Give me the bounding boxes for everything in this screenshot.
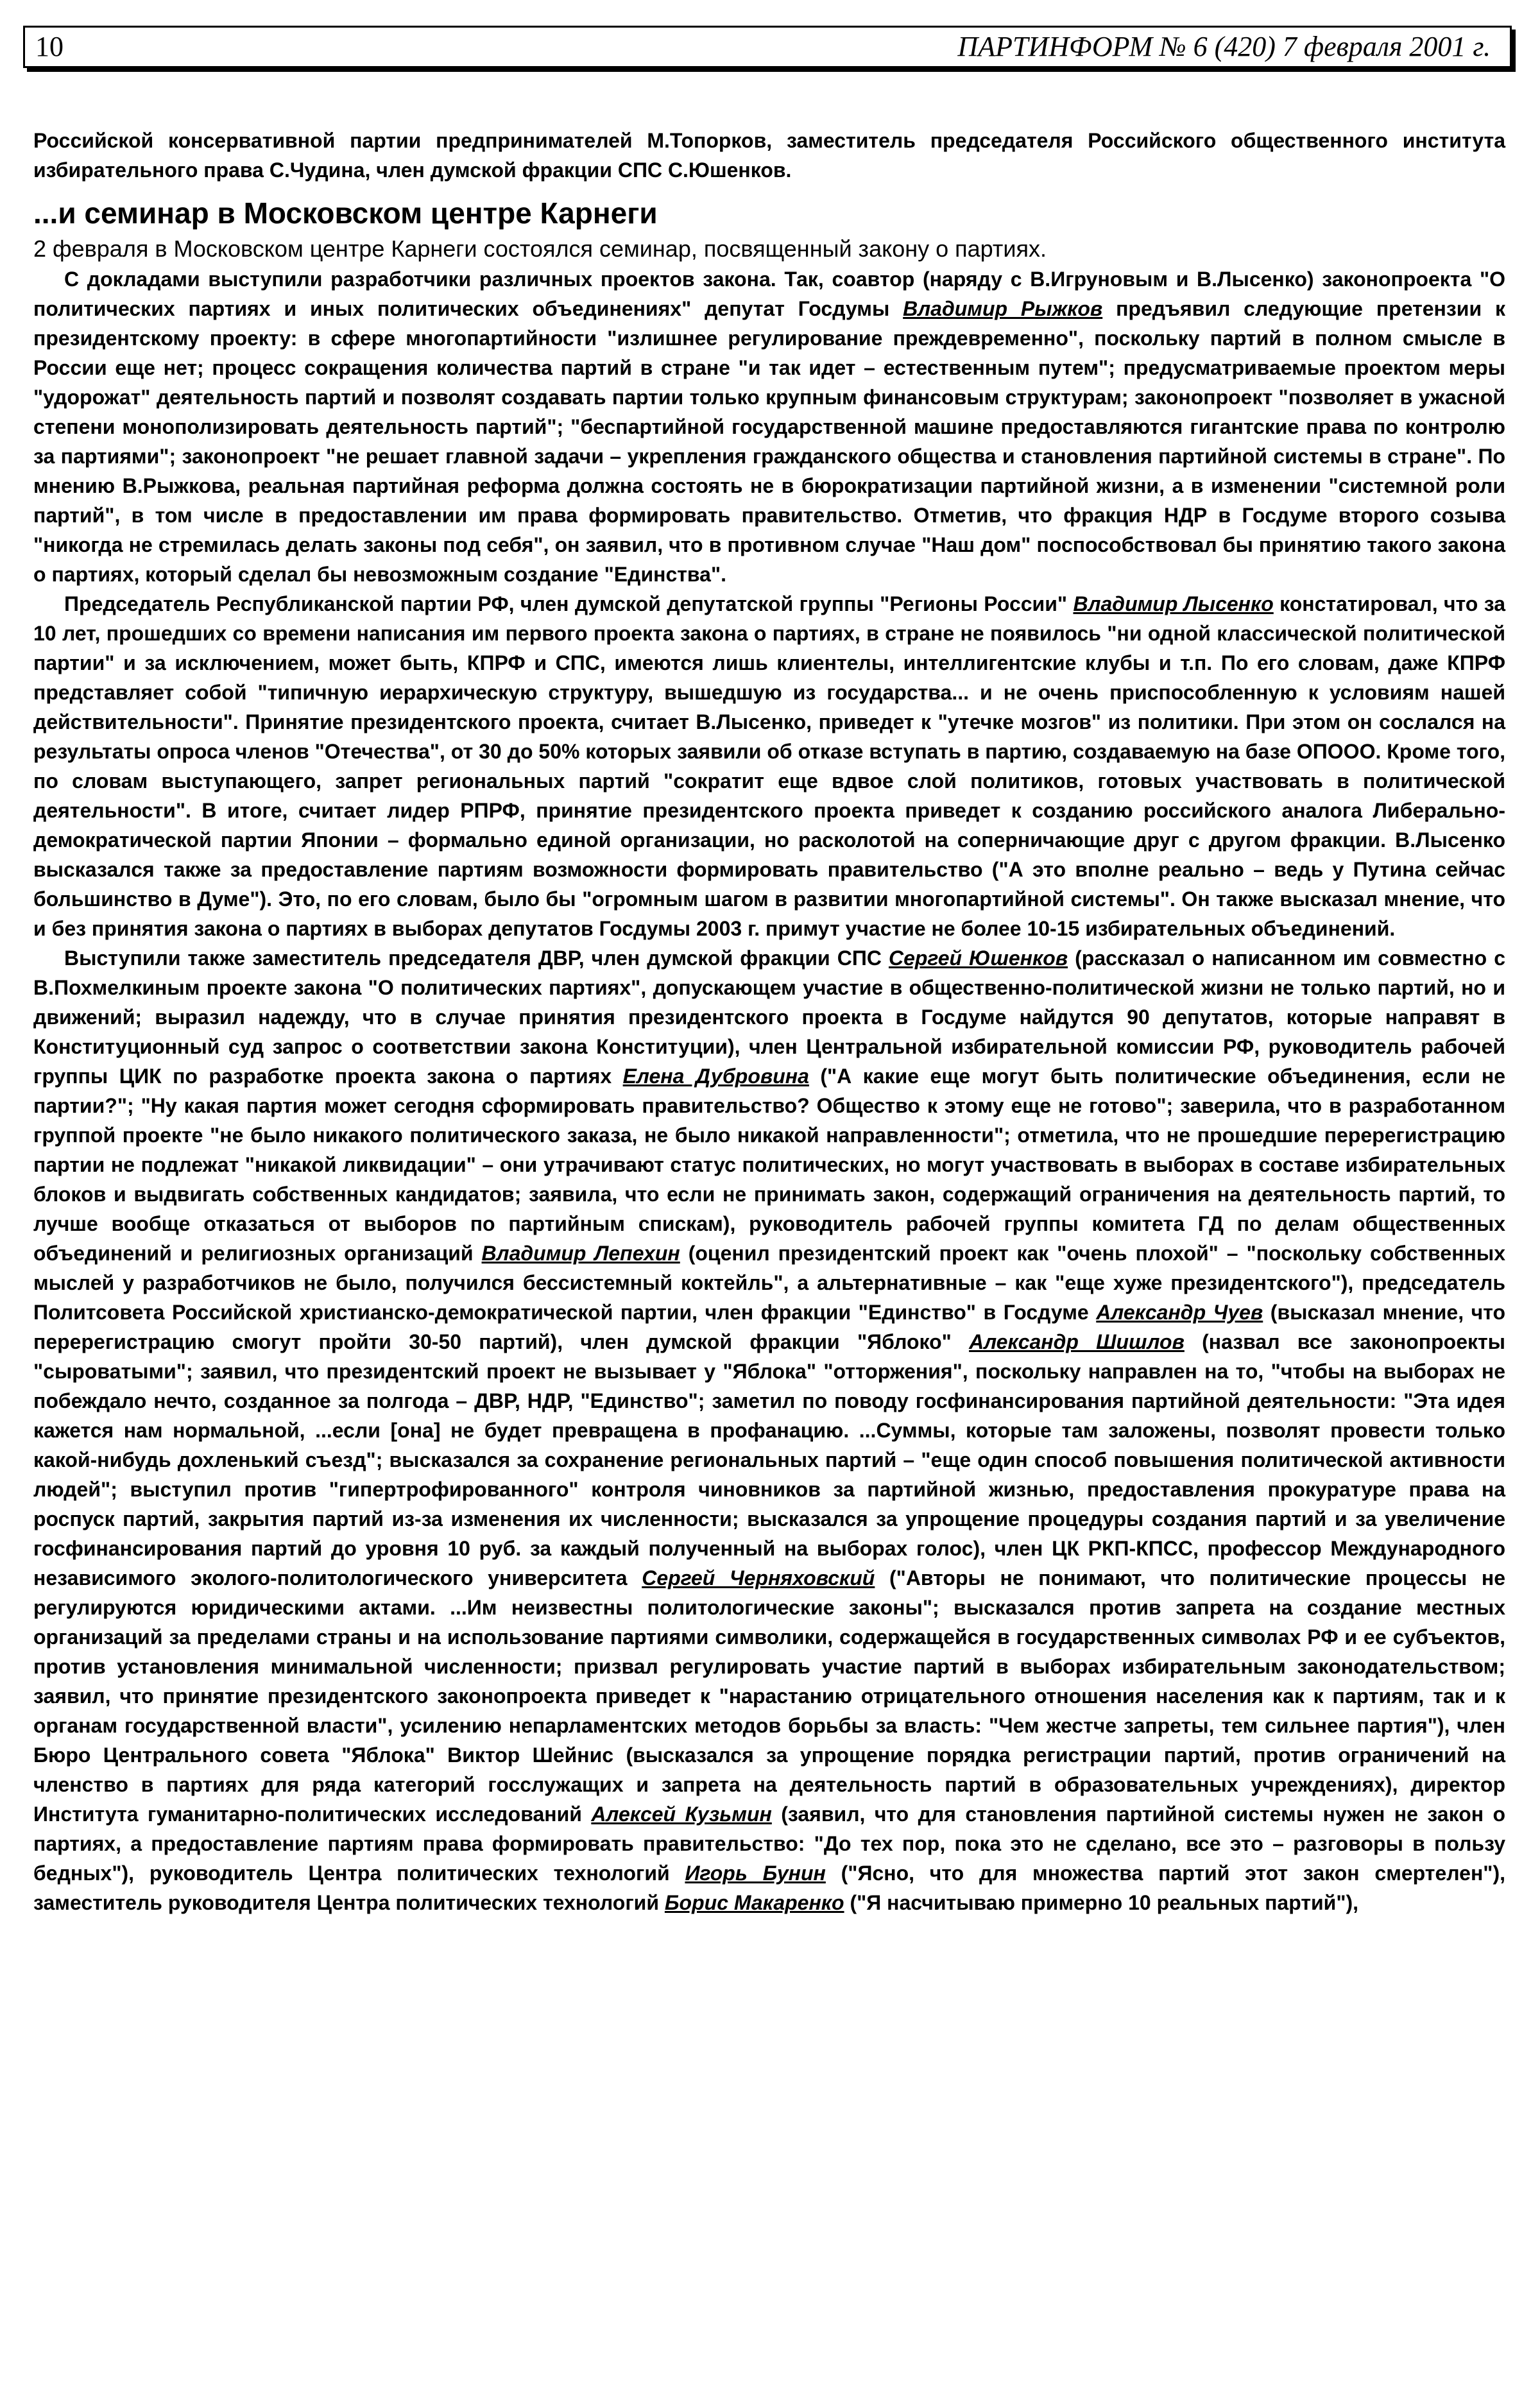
section-lead: 2 февраля в Московском центре Карнеги состоялся семинар, посвященный закону о партиях. <box>33 236 1047 262</box>
text-segment: Председатель Республиканской партии РФ, член думской депутатской группы "Регионы России" <box>64 592 1074 615</box>
text-segment: констатировал, что за 10 лет, прошедших со времени написания им первого проекта закона о партиях, в стране не появилось "ни одной классической политической партии" и за исключением, может быть, КПРФ и СПС, имеются лишь клиентелы, интеллигентские клубы и т.п. По его словам, даже КПРФ представляет собой "типичную иерархическую структуру, вышедшую из государства... и не очень приспособленную к условиям нашей действительности". Принятие президентского проекта, считает В.Лысенко, приведет к "утечке мозгов" из политики. При этом он сослался на результаты опроса членов "Отечества", от 30 до 50% которых заявили об отказе вступать в партию, создаваемую на базе ОПООО. Кроме того, по словам выступающего, запрет региональных партий "сократит еще вдвое слой политиков, готовых участвовать в политической деятельности". В итоге, считает лидер РПРФ, принятие президентского проекта приведет к созданию российского аналога Либерально-демократической партии Японии – формально единой организации, но расколотой на соперничающие друг с другом фракции. В.Лысенко высказался также за предоставление партиям возможности формировать правительство ("А это вполне реально – ведь у Путина сейчас большинство в Думе"). Это, по его словам, было бы "огромным шагом в развитии многопартийной системы". Он также высказал мнение, что и без принятия закона о партиях в выборах депутатов Госдумы 2003 г. примут участие не более 10-15 избирательных объединений. <box>33 592 1506 940</box>
person-name: Владимир Лысенко <box>1073 592 1274 615</box>
person-name: Владимир Рыжков <box>903 297 1103 320</box>
person-name: Игорь Бунин <box>685 1862 826 1885</box>
person-name: Алексей Кузьмин <box>591 1803 772 1826</box>
text-segment: (оценил президентский проект как "очень плохой" – "поскольку собственных мыслей у разработчиков не было, получился бессистемный коктейль", а альтернативные – как "еще хуже президентского"), председатель Политсовета Российской христианско-демократической партии, член фракции "Единство" в Госдуме <box>33 1242 1506 1324</box>
text-segment: (высказал мнение, что перерегистрацию смогут пройти 30-50 партий), член думской фракции "Яблоко" <box>33 1301 1506 1353</box>
text-segment: С докладами выступили разработчики различных проектов закона. Так, соавтор (наряду с В.Игруновым и В.Лысенко) законопроекта "О политических партиях и иных политических объединениях" депутат Госдумы <box>33 268 1505 320</box>
text-segment: предъявил следующие претензии к президентскому проекту: в сфере многопартийности "излишнее регулирование преждевременно", поскольку партий в полном смысле в России еще нет; процесс сокращения количества партий в стране "и так идет – естественным путем"; предусматриваемые проектом меры "удорожат" деятельность партий и позволят создавать партии только крупным финансовым структурам; законопроект "позволяет в ужасной степени монополизировать деятельность партий"; "беспартийной государственной машине предоставляются гигантские права по контролю за партиями"; законопроект "не решает главной задачи – укрепления гражданского общества и становления партийной системы в стране". По мнению В.Рыжкова, реальная партийная реформа должна состоять не в бюрократизации партийной жизни, а в изменении "системной роли партий", в том числе в предоставлении им права формировать правительство. Отметив, что фракция НДР в Госдуме второго созыва "никогда не стремилась делать законы под себя", он заявил, что в противном случае "Наш дом" поспособствовал бы принятию такого закона о партиях, который сделал бы невозможным создание "Единства". <box>33 297 1505 586</box>
text-segment: ("Ясно, что для множества партий этот закон смертелен"), заместитель руководителя Центра политических технологий <box>33 1862 1506 1914</box>
paragraph-ryzhkov <box>33 264 1505 589</box>
paragraph-speakers <box>33 943 1505 1917</box>
text-segment: ("А какие еще могут быть политические объединения, если не партии?"; "Ну какая партия может сегодня сформировать правительство? Общество к этому еще не готово"; заверила, что в разработанном группой проекте "не было никакого политического заказа, не было никакой направленности"; отметила, что не прошедшие перерегистрацию партии не подлежат "никакой ликвидации" – они утрачивают статус политических, но могут участвовать в выборах в составе избирательных блоков и выдвигать собственных кандидатов; заявила, что если не принимать закон, содержащий ограничения на деятельность партий, то лучше вообще отказаться от выборов по партийным спискам), руководитель рабочей группы комитета ГД по делам общественных объединений и религиозных организаций <box>33 1065 1506 1265</box>
article-body <box>33 126 1505 1917</box>
person-name: Сергей Черняховский <box>642 1566 875 1589</box>
text-segment: ("Авторы не понимают, что политические процессы не регулируются юридическими актами. ...Им неизвестны политологические законы"; высказался против запрета на создание местных организаций за пределами страны и на использование партиями символики, содержащейся в государственных символах РФ и ее субъектов, против установления минимальной численности; призвал регулировать участие партий в выборах избирательным законодательством; заявил, что принятие президентского законопроекта приведет к "нарастанию отрицательного отношения населения как к партиям, так и к органам государственной власти", усилению непарламентских методов борьбы за власть: "Чем жестче запреты, тем сильнее партия"), член Бюро Центрального совета "Яблока" Виктор Шейнис (высказался за упрощение порядка регистрации партий, против ограничений на членство в партиях для ряда категорий госслужащих и запрета на деятельность партий в образовательных учреждениях), директор Института гуманитарно-политических исследований <box>33 1566 1506 1826</box>
text-segment: (заявил, что для становления партийной системы нужен не закон о партиях, а предоставление партиям права формировать правительство: "До тех пор, пока это не сделано, все это – разговоры в пользу бедных"), руководитель Центра политических технологий <box>33 1803 1506 1885</box>
publication-title: ПАРТИНФОРМ № 6 (420) 7 февраля 2001 г. <box>957 31 1491 62</box>
paragraph-lysenko <box>33 589 1505 943</box>
text-segment: (назвал все законопроекты "сыроватыми"; заявил, что президентский проект не вызывает у "Яблока" "отторжения", поскольку направлен на то, "чтобы на выборах не побеждало нечто, созданное за полгода – ДВР, НДР, "Единство"; заметил по поводу госфинансирования партийной деятельности: "Эта идея кажется нам нормальной, ...если [она] не будет превращена в профанацию. ...Суммы, которые там заложены, позволят провести только какой-нибудь дохленький съезд"; высказался за сохранение региональных партий – "еще один способ повышения политической активности людей"; выступил против "гипертрофированного" контроля чиновников за партийной жизнью, предоставления прокуратуре права на роспуск партий, закрытия партий из-за изменения их численности; высказался за упрощение процедуры создания партий и за увеличение госфинансирования партий до уровня 10 руб. за каждый полученный на выборах голос), член ЦК РКП-КПСС, профессор Международного независимого эколого-политологического университета <box>33 1330 1506 1589</box>
person-name: Борис Макаренко <box>664 1891 844 1914</box>
person-name: Сергей Юшенков <box>888 947 1068 970</box>
person-name: Александр Чуев <box>1096 1301 1263 1324</box>
text-segment: Выступили также заместитель председателя ДВР, член думской фракции СПС <box>64 947 889 970</box>
page-header <box>23 26 1512 68</box>
person-name: Елена Дубровина <box>622 1065 809 1088</box>
text-segment: (рассказал о написанном им совместно с В.Похмелкиным проекте закона "О политических партиях", допускающем участие в общественно-политической жизни не только партий, но и движений; выразил надежду, что в случае принятия президентского проекта в Госдуме найдутся 90 депутатов, которые направят в Конституционный суд запрос о соответствии закона Конституции), член Центральной избирательной комиссии РФ, руководитель рабочей группы ЦИК по разработке проекта закона о партиях <box>33 947 1506 1088</box>
person-name: Александр Шишлов <box>969 1330 1185 1353</box>
section-title: ...и семинар в Московском центре Карнеги <box>33 196 658 230</box>
intro-paragraph: Российской консервативной партии предпринимателей М.Топорков, заместитель председателя Российского общественного института избирательного права С.Чудина, член думской фракции СПС С.Юшенков. <box>33 129 1505 182</box>
page-number: 10 <box>35 31 64 62</box>
text-segment: ("Я насчитываю примерно 10 реальных партий"), <box>844 1891 1359 1914</box>
person-name: Владимир Лепехин <box>481 1242 680 1265</box>
